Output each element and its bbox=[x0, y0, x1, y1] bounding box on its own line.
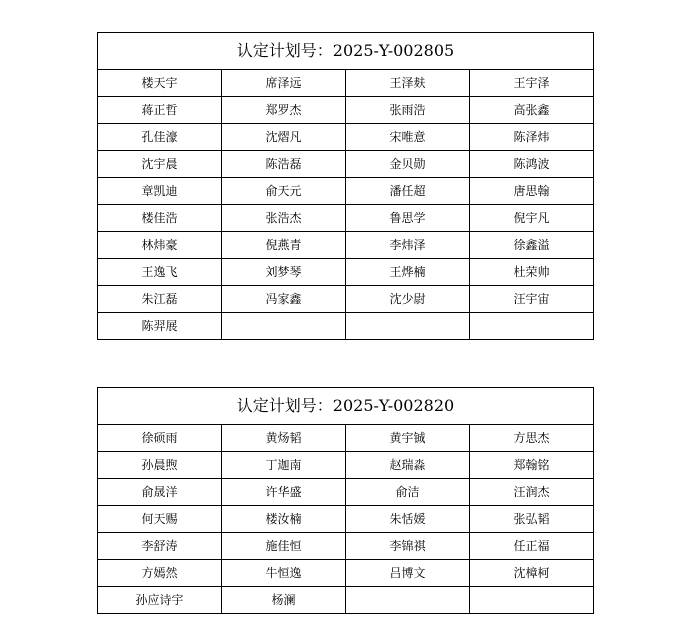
name-cell: 杨澜 bbox=[222, 587, 346, 614]
table-row bbox=[98, 452, 594, 479]
name-cell: 牛恒逸 bbox=[222, 560, 346, 587]
name-cell: 沈宇晨 bbox=[98, 151, 222, 178]
name-cell: 倪燕青 bbox=[222, 232, 346, 259]
name-cell: 汪润杰 bbox=[470, 479, 594, 506]
name-cell: 孙应诗宇 bbox=[98, 587, 222, 614]
name-cell: 郑翰铭 bbox=[470, 452, 594, 479]
table-row bbox=[98, 70, 594, 97]
name-cell: 王泽麸 bbox=[346, 70, 470, 97]
plan-title bbox=[98, 33, 594, 70]
plan-title-text: 认定计划号：2025-Y-002820 bbox=[236, 396, 455, 415]
name-cell: 孙晨煦 bbox=[98, 452, 222, 479]
name-cell: 李锦祺 bbox=[346, 533, 470, 560]
name-cell: 方思杰 bbox=[470, 425, 594, 452]
name-cell: 施佳恒 bbox=[222, 533, 346, 560]
table-row bbox=[98, 313, 594, 340]
name-cell: 陈泽炜 bbox=[470, 124, 594, 151]
table-row bbox=[98, 533, 594, 560]
name-cell: 陈浩磊 bbox=[222, 151, 346, 178]
name-cell: 鲁思学 bbox=[346, 205, 470, 232]
table-row bbox=[98, 479, 594, 506]
name-cell: 王烨楠 bbox=[346, 259, 470, 286]
name-cell: 黄炀韬 bbox=[222, 425, 346, 452]
table-row bbox=[98, 151, 594, 178]
name-cell: 许华盛 bbox=[222, 479, 346, 506]
table-title-row bbox=[98, 388, 594, 425]
table-title-row bbox=[98, 33, 594, 70]
name-cell: 郑罗杰 bbox=[222, 97, 346, 124]
name-cell: 席泽远 bbox=[222, 70, 346, 97]
name-cell: 陈羿展 bbox=[98, 313, 222, 340]
plan-table-1-body bbox=[98, 33, 594, 340]
plan-title-text: 认定计划号：2025-Y-002805 bbox=[236, 41, 455, 60]
name-cell: 黄宇铖 bbox=[346, 425, 470, 452]
table-row bbox=[98, 587, 594, 614]
table-row bbox=[98, 259, 594, 286]
name-cell: 李舒涛 bbox=[98, 533, 222, 560]
name-cell: 丁迦南 bbox=[222, 452, 346, 479]
name-cell: 章凯迪 bbox=[98, 178, 222, 205]
table-row bbox=[98, 560, 594, 587]
name-cell: 张浩杰 bbox=[222, 205, 346, 232]
name-cell: 吕博文 bbox=[346, 560, 470, 587]
name-cell: 楼佳浩 bbox=[98, 205, 222, 232]
name-cell: 陈鸿波 bbox=[470, 151, 594, 178]
name-cell: 俞天元 bbox=[222, 178, 346, 205]
empty-cell bbox=[470, 313, 594, 340]
name-cell: 何天赐 bbox=[98, 506, 222, 533]
table-row bbox=[98, 232, 594, 259]
table-row bbox=[98, 205, 594, 232]
name-cell: 宋唯意 bbox=[346, 124, 470, 151]
name-cell: 孔佳濠 bbox=[98, 124, 222, 151]
name-cell: 王逸飞 bbox=[98, 259, 222, 286]
name-cell: 张弘韬 bbox=[470, 506, 594, 533]
empty-cell bbox=[470, 587, 594, 614]
name-cell: 赵瑞淼 bbox=[346, 452, 470, 479]
name-cell: 徐鑫溢 bbox=[470, 232, 594, 259]
name-cell: 沈少尉 bbox=[346, 286, 470, 313]
name-cell: 汪宇宙 bbox=[470, 286, 594, 313]
name-cell: 朱恬媛 bbox=[346, 506, 470, 533]
name-cell: 潘任超 bbox=[346, 178, 470, 205]
name-cell: 冯家鑫 bbox=[222, 286, 346, 313]
name-cell: 倪宇凡 bbox=[470, 205, 594, 232]
plan-table-2 bbox=[97, 387, 594, 614]
table-row bbox=[98, 506, 594, 533]
name-cell: 张雨浩 bbox=[346, 97, 470, 124]
name-cell: 蒋正哲 bbox=[98, 97, 222, 124]
empty-cell bbox=[222, 313, 346, 340]
name-cell: 徐硕雨 bbox=[98, 425, 222, 452]
name-cell: 朱江磊 bbox=[98, 286, 222, 313]
name-cell: 沈樟柯 bbox=[470, 560, 594, 587]
plan-table-1 bbox=[97, 32, 594, 340]
name-cell: 楼天宇 bbox=[98, 70, 222, 97]
name-cell: 杜荣帅 bbox=[470, 259, 594, 286]
name-cell: 楼汝楠 bbox=[222, 506, 346, 533]
name-cell: 高张鑫 bbox=[470, 97, 594, 124]
name-cell: 李炜泽 bbox=[346, 232, 470, 259]
table-row bbox=[98, 286, 594, 313]
plan-table-2-body bbox=[98, 388, 594, 614]
name-cell: 唐思翰 bbox=[470, 178, 594, 205]
name-cell: 俞洁 bbox=[346, 479, 470, 506]
name-cell: 任正福 bbox=[470, 533, 594, 560]
name-cell: 林炜豪 bbox=[98, 232, 222, 259]
table-row bbox=[98, 178, 594, 205]
table-row bbox=[98, 124, 594, 151]
empty-cell bbox=[346, 313, 470, 340]
name-cell: 俞晟洋 bbox=[98, 479, 222, 506]
table-row bbox=[98, 425, 594, 452]
name-cell: 王宇泽 bbox=[470, 70, 594, 97]
name-cell: 沈熠凡 bbox=[222, 124, 346, 151]
empty-cell bbox=[346, 587, 470, 614]
name-cell: 刘梦琴 bbox=[222, 259, 346, 286]
plan-title bbox=[98, 388, 594, 425]
name-cell: 金贝勋 bbox=[346, 151, 470, 178]
table-row bbox=[98, 97, 594, 124]
name-cell: 方嫣然 bbox=[98, 560, 222, 587]
